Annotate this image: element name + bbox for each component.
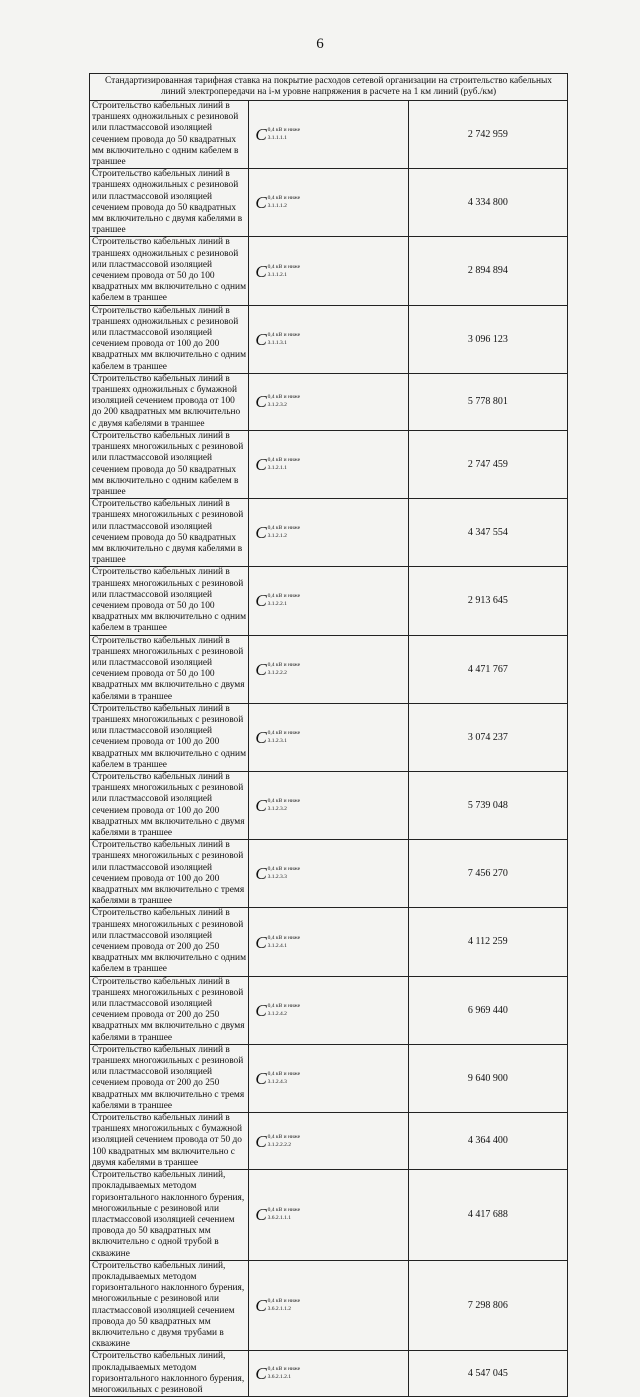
table-row	[90, 635, 568, 703]
rate-formula	[255, 865, 407, 882]
row-value: 4 471 767	[408, 635, 567, 703]
rate-letter: C	[255, 1068, 267, 1088]
row-value: 2 894 894	[408, 237, 567, 305]
row-description: Строительство кабельных линий в траншеях многожильных с резиновой или пластмассовой изоляцией сечением провода до 50 квадратных мм включительно с одним кабелем в траншее	[90, 430, 249, 498]
rate-symbol-cell	[249, 169, 408, 237]
rate-formula	[255, 797, 407, 814]
rate-voltage: 0,4 кВ и ниже	[267, 866, 301, 873]
rate-letter: C	[255, 261, 267, 281]
rate-formula	[255, 456, 407, 473]
rate-voltage: 0,4 кВ и ниже	[267, 457, 301, 463]
rate-symbol-cell	[249, 305, 408, 373]
row-description: Строительство кабельных линий в траншеях многожильных с резиновой или пластмассовой изоляцией сечением провода от 100 до 200 квадратных мм включительно с тремя кабелями в траншее	[90, 840, 249, 908]
rate-letter: C	[255, 932, 267, 952]
row-value: 6 969 440	[408, 976, 567, 1044]
rate-symbol-cell	[249, 1044, 408, 1112]
rate-letter: C	[255, 727, 267, 747]
table-row	[90, 1113, 568, 1170]
table-row	[90, 908, 568, 976]
rate-formula	[255, 1297, 407, 1314]
rate-formula	[255, 1206, 407, 1223]
rate-voltage: 0,4 кВ и ниже	[267, 195, 301, 202]
rate-code: 3.1.2.3.2	[267, 402, 287, 409]
table-row	[90, 305, 568, 373]
row-value: 2 913 645	[408, 567, 567, 635]
row-value: 4 112 259	[408, 908, 567, 976]
row-description: Строительство кабельных линий в траншеях многожильных с бумажной изоляцией сечением провода от 50 до 100 квадратных мм включительно с двумя кабелями в траншее	[90, 1113, 249, 1170]
page-number: 6	[316, 36, 324, 52]
row-value: 3 096 123	[408, 305, 567, 373]
rate-code: 3.1.2.2.2.2	[267, 1141, 292, 1148]
row-description: Строительство кабельных линий в траншеях одножильных с резиновой или пластмассовой изоляцией сечением провода от 50 до 100 квадратных мм включительно с одним кабелем в траншее	[90, 237, 249, 305]
row-description: Строительство кабельных линий в траншеях многожильных с резиновой или пластмассовой изоляцией сечением провода от 200 до 250 квадратных мм включительно с двумя кабелями в траншее	[90, 976, 249, 1044]
row-value: 9 640 900	[408, 1044, 567, 1112]
rate-letter: C	[255, 125, 267, 145]
rate-symbol-cell	[249, 567, 408, 635]
rate-symbol-cell	[249, 703, 408, 771]
table-row	[90, 976, 568, 1044]
rate-code: 3.1.1.3.1	[267, 339, 287, 346]
rate-letter: C	[255, 864, 267, 884]
rate-code: 3.1.2.3.1	[267, 737, 287, 744]
table-header: Стандартизированная тарифная ставка на покрытие расходов сетевой организации на строительство кабельных линий электропередачи на i-м уровне напряжения в расчете на 1 км линий (руб./км)	[90, 74, 568, 101]
table-row	[90, 567, 568, 635]
row-description: Строительство кабельных линий, прокладываемых методом горизонтального наклонного бурения, многожильных с резиновой	[90, 1351, 249, 1397]
rate-code: 3.1.2.2.1	[267, 601, 287, 608]
rate-letter: C	[255, 659, 267, 679]
rate-formula	[255, 393, 407, 410]
rate-symbol-cell	[249, 976, 408, 1044]
rate-code: 3.1.2.3.2	[267, 806, 287, 813]
rate-voltage: 0,4 кВ и ниже	[267, 1133, 301, 1140]
table-row	[90, 703, 568, 771]
row-value: 3 074 237	[408, 703, 567, 771]
row-value: 7 298 806	[408, 1260, 567, 1351]
rate-voltage: 0,4 кВ и ниже	[267, 798, 301, 805]
row-description: Строительство кабельных линий в траншеях одножильных с резиновой или пластмассовой изоляцией сечением провода от 100 до 200 квадратных мм включительно с одним кабелем в траншее	[90, 305, 249, 373]
table-row	[90, 169, 568, 237]
row-description: Строительство кабельных линий в траншеях многожильных с резиновой или пластмассовой изоляцией сечением провода до 50 квадратных мм включительно с двумя кабелями в траншее	[90, 499, 249, 567]
rate-code: 3.1.2.1.2	[267, 533, 287, 540]
rate-letter: C	[255, 796, 267, 816]
rate-formula	[255, 126, 407, 143]
rate-voltage: 0,4 кВ и ниже	[267, 1366, 301, 1373]
row-value: 4 334 800	[408, 169, 567, 237]
rate-code: 3.1.2.2.2	[267, 669, 287, 676]
row-description: Строительство кабельных линий в траншеях одножильных с бумажной изоляцией сечением провода от 100 до 200 квадратных мм включительно с двумя кабелями в траншее	[90, 373, 249, 430]
rate-code: 3.1.1.2.1	[267, 271, 287, 278]
table-row	[90, 499, 568, 567]
rate-code: 3.1.2.3.3	[267, 874, 287, 881]
rate-letter: C	[255, 193, 267, 213]
rate-formula	[255, 1133, 407, 1150]
rate-code: 3.6.2.1.1.2	[267, 1306, 292, 1313]
table-row	[90, 771, 568, 839]
rate-code: 3.1.2.4.2	[267, 1010, 287, 1017]
rate-code: 3.1.2.4.1	[267, 942, 287, 949]
row-value: 5 778 801	[408, 373, 567, 430]
rate-formula	[255, 331, 407, 348]
rate-formula	[255, 661, 407, 678]
rate-letter: C	[255, 523, 267, 543]
row-description: Строительство кабельных линий в траншеях многожильных с резиновой или пластмассовой изоляцией сечением провода от 50 до 100 квадратных мм включительно с двумя кабелями в траншее	[90, 635, 249, 703]
row-description: Строительство кабельных линий в траншеях многожильных с резиновой или пластмассовой изоляцией сечением провода от 100 до 200 квадратных мм включительно с одним кабелем в траншее	[90, 703, 249, 771]
rate-formula	[255, 1365, 407, 1382]
row-value: 7 456 270	[408, 840, 567, 908]
rate-formula	[255, 194, 407, 211]
table-row	[90, 1170, 568, 1261]
row-description: Строительство кабельных линий, прокладываемых методом горизонтального наклонного бурения, многожильные с резиновой или пластмассовой изоляцией сечением провода до 50 квадратных мм включительно с одной трубой в скважине	[90, 1170, 249, 1261]
row-value: 4 347 554	[408, 499, 567, 567]
rate-letter: C	[255, 392, 267, 412]
rate-formula	[255, 934, 407, 951]
row-value: 2 747 459	[408, 430, 567, 498]
rate-formula	[255, 729, 407, 746]
rate-symbol-cell	[249, 237, 408, 305]
rate-code: 3.1.2.4.3	[267, 1078, 287, 1085]
row-description: Строительство кабельных линий в траншеях многожильных с резиновой или пластмассовой изоляцией сечением провода от 50 до 100 квадратных мм включительно с одним кабелем в траншее	[90, 567, 249, 635]
rate-voltage: 0,4 кВ и ниже	[267, 661, 301, 668]
rate-voltage: 0,4 кВ и ниже	[267, 525, 301, 532]
rate-symbol-cell	[249, 1260, 408, 1351]
row-description: Строительство кабельных линий в траншеях одножильных с резиновой или пластмассовой изоляцией сечением провода до 50 квадратных мм включительно с одним кабелем в траншее	[90, 101, 249, 169]
row-description: Строительство кабельных линий, прокладываемых методом горизонтального наклонного бурения, многожильные с резиновой или пластмассовой изоляцией сечением провода до 50 квадратных мм включительно с двумя трубами в скважине	[90, 1260, 249, 1351]
rate-symbol-cell	[249, 499, 408, 567]
table-row	[90, 1351, 568, 1397]
row-description: Строительство кабельных линий в траншеях многожильных с резиновой или пластмассовой изоляцией сечением провода от 100 до 200 квадратных мм включительно с двумя кабелями в траншее	[90, 771, 249, 839]
rate-symbol-cell	[249, 430, 408, 498]
rate-voltage: 0,4 кВ и ниже	[267, 394, 301, 401]
rate-code: 3.1.1.1.2	[267, 203, 287, 210]
rate-code: 3.1.2.1.1	[267, 465, 287, 471]
table-header-row	[90, 74, 568, 101]
rate-symbol-cell	[249, 771, 408, 839]
rate-symbol-cell	[249, 635, 408, 703]
table-row	[90, 101, 568, 169]
rate-voltage: 0,4 кВ и ниже	[267, 127, 301, 134]
table-row	[90, 373, 568, 430]
rate-letter: C	[255, 1364, 267, 1384]
rate-voltage: 0,4 кВ и ниже	[267, 593, 301, 600]
rate-letter: C	[255, 1205, 267, 1225]
rate-letter: C	[255, 1131, 267, 1151]
tariff-table	[89, 73, 568, 1397]
rate-letter: C	[255, 1296, 267, 1316]
rate-symbol-cell	[249, 373, 408, 430]
rate-symbol-cell	[249, 908, 408, 976]
rate-voltage: 0,4 кВ и ниже	[267, 1207, 301, 1214]
row-description: Строительство кабельных линий в траншеях многожильных с резиновой или пластмассовой изоляцией сечением провода от 200 до 250 квадратных мм включительно с тремя кабелями в траншее	[90, 1044, 249, 1112]
row-value: 2 742 959	[408, 101, 567, 169]
rate-formula	[255, 1002, 407, 1019]
rate-letter: C	[255, 455, 267, 474]
row-value: 4 417 688	[408, 1170, 567, 1261]
rate-voltage: 0,4 кВ и ниже	[267, 1070, 301, 1077]
rate-formula	[255, 1070, 407, 1087]
rate-code: 3.6.2.1.1.1	[267, 1215, 292, 1222]
rate-symbol-cell	[249, 1113, 408, 1170]
row-value: 4 547 045	[408, 1351, 567, 1397]
rate-code: 3.6.2.1.2.1	[267, 1374, 292, 1381]
rate-voltage: 0,4 кВ и ниже	[267, 1002, 301, 1009]
rate-symbol-cell	[249, 101, 408, 169]
table-row	[90, 237, 568, 305]
rate-symbol-cell	[249, 840, 408, 908]
rate-letter: C	[255, 329, 267, 349]
rate-formula	[255, 592, 407, 609]
rate-letter: C	[255, 1000, 267, 1020]
table-row	[90, 1260, 568, 1351]
rate-code: 3.1.1.1.1	[267, 135, 287, 142]
row-value: 5 739 048	[408, 771, 567, 839]
table-row	[90, 840, 568, 908]
row-description: Строительство кабельных линий в траншеях одножильных с резиновой или пластмассовой изоляцией сечением провода до 50 квадратных мм включительно с двумя кабелями в траншее	[90, 169, 249, 237]
rate-voltage: 0,4 кВ и ниже	[267, 729, 301, 736]
rate-formula	[255, 524, 407, 541]
rate-voltage: 0,4 кВ и ниже	[267, 331, 301, 338]
table-row	[90, 1044, 568, 1112]
rate-symbol-cell	[249, 1170, 408, 1261]
rate-letter: C	[255, 591, 267, 611]
rate-voltage: 0,4 кВ и ниже	[267, 263, 301, 270]
row-description: Строительство кабельных линий в траншеях многожильных с резиновой или пластмассовой изоляцией сечением провода от 200 до 250 квадратных мм включительно с одним кабелем в траншее	[90, 908, 249, 976]
rate-formula	[255, 263, 407, 280]
rate-voltage: 0,4 кВ и ниже	[267, 934, 301, 941]
row-value: 4 364 400	[408, 1113, 567, 1170]
table-row	[90, 430, 568, 498]
rate-symbol-cell	[249, 1351, 408, 1397]
rate-voltage: 0,4 кВ и ниже	[267, 1298, 301, 1305]
